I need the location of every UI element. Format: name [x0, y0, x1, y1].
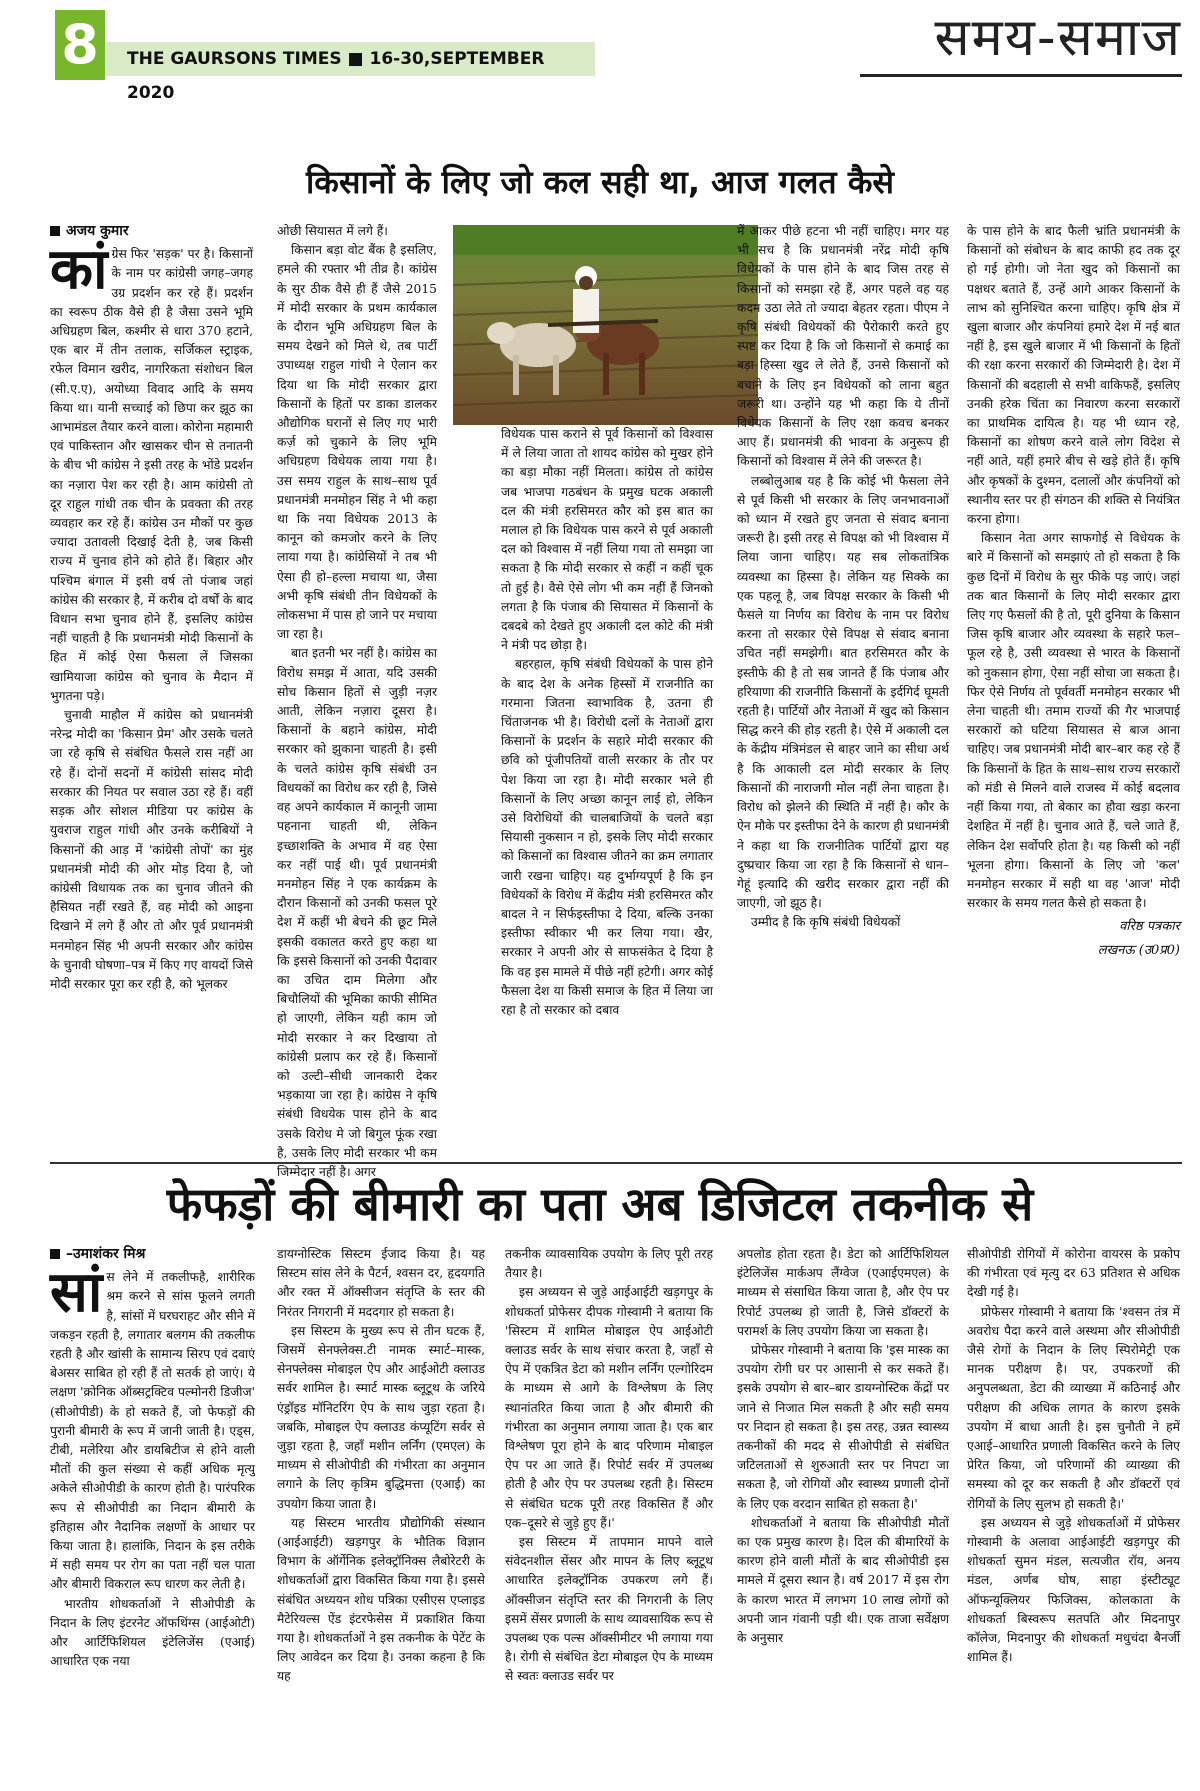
- article1-dropcap: कां: [50, 237, 108, 303]
- paragraph: बहरहाल, कृषि संबंधी विधेयकों के पास होने के बाद देश के अनेक हिस्सों में राजनीति का गरमाना जितना स्वाभाविक है, उतना ही चिंताजनक भी है। विरोधी दलों के नेताओं द्वारा किसानों के प्रदर्शन के सहारे मोदी सरकार की छवि को पूंजीपतियों वाली सरकार के तौर पर पेश किया जा रहा है। मोदी सरकार भले ही किसानों के लिए अच्छा कानून लाई हो, लेकिन उसे विरोधियों की चालबाजियों के चलते बड़ा सियासी नुकसान न हो, इसके लिए मोदी सरकार को किसानों का विश्वास जीतने का क्रम लगातार जारी रखना चाहिए। यह दुर्भाग्यपूर्ण है कि इन विधेयकों के विरोध में केंद्रीय मंत्री हरसिमरत कौर बादल ने न सिर्फइस्तीफा दे दिया, बल्कि उनका इस्तीफा स्वीकार भी कर लिया गया। खैर, सरकार ने अपनी ओर से साफसंकेत दे दिया है कि वह इस मामले में पीछे नहीं हटेगी। अगर कोई फैसला देश या किसी समाज के हित में लिया जा रहा है तो सरकार को दबाव: [501, 657, 713, 1018]
- paragraph: यह सिस्टम भारतीय प्रौद्योगिकी संस्थान (आईआईटी) खड़गपुर के भौतिक विज्ञान विभाग के ऑर्गेनिक इलेक्ट्रॉनिक्स लैबोरेटरी के शोधकर्ताओं द्वारा विकसित किया गया है। इससे संबंधित अध्ययन शोध पत्रिका एसीएस एप्लाइड मैटेरियल्स ऐंड इंटरफेसेस में प्रकाशित किया गया है। शोधकर्ताओं ने इस तकनीक के पेटेंट के लिए आवेदन कर दिया है। उनका कहना है कि यह: [277, 1515, 485, 1684]
- article1-column-2: [277, 222, 437, 1179]
- paragraph: चुनावी माहौल में कांग्रेस को प्रधानमंत्री नरेन्द्र मोदी का 'किसान प्रेम' और उसके चलते जा रहे कृषि से संबंधित फैसले रास नहीं आ रहे हैं। दोनों सदनों में कांग्रेसी सांसद मोदी सरकार की नियत पर सवाल उठा रहे हैं। वहीं सड़क और सोशल मीडिया पर कांग्रेस के युवराज राहुल गांधी और उनके करीबियों ने किसानों की आड़ में 'कांग्रेसी तोपों' का मुंह प्रधानमंत्री मोदी की ओर मोड़ दिया है, जो कांग्रेसी विधायक तक का चुनाव जीतने की हैसियत नहीं रखते हैं, वह मोदी को आइना दिखाने में लगे हैं और तो और पूर्व प्रधानमंत्री मनमोहन सिंह भी अपनी सरकार और कांग्रेस के चुनावी घोषणा–पत्र में किए गए वायदों जिसे मोदी सरकार पूरा कर रही है, को भूलकर: [50, 708, 253, 991]
- article1-column-3: [501, 425, 713, 1152]
- page-number: 8: [55, 10, 105, 80]
- bullet-square-icon: [50, 1249, 60, 1259]
- article1-byline: अजय कुमार: [50, 222, 253, 241]
- dateline: THE GAURSONS TIMES ■ 16-30,SEPTEMBER 2020: [105, 42, 595, 76]
- bullet-square-icon: [50, 226, 60, 236]
- article1-column-5: [967, 222, 1180, 1152]
- paragraph: में आकर पीछे हटना भी नहीं चाहिए। मगर यह भी सच है कि प्रधानमंत्री नरेंद्र मोदी कृषि विधेयकों के पास होने के बाद जिस तरह से किसानों को समझा रहे हैं, अगर पहले वह यह कदम उठा लेते तो ज्यादा बेहतर रहता। पीएम ने कृषि संबंधी विधेयकों की पैरोकारी करते हुए स्पष्ट कर दिया है कि जो किसानों से कमाई का बड़ा हिस्सा खुद ले लेते हैं, उनसे किसानों को बचाने के लिए इन विधेयकों को लाना बहुत जरूरी था। उन्होंने यह भी कहा कि ये तीनों विधेयक किसानों के लिए रक्षा कवच बनकर आए हैं। प्रधानमंत्री की भावना के अनुरूप ही किसानों को विश्वास में लेने की जरूरत है।: [737, 224, 949, 469]
- paragraph: के पास होने के बाद फैली भ्रांति प्रधानमंत्री के किसानों को संबोधन के बाद काफी हद तक दूर हो गई होगी। जो नेता खुद को किसानों का पक्षधर बताते हैं, उन्हें आगे आकर किसानों के लाभ को सुनिश्चित करना चाहिए। कृषि क्षेत्र में खुला बाजार और कंपनियां हमारे देश में नई बात नहीं है, इस खुले बाजार में भी किसानों के हितों की रक्षा करना सरकारों की जिम्मेदारी है। देश में किसानों की बदहाली से सभी वाकिफहैं, इसलिए उनकी हरेक चिंता का निवारण करना सरकारों का प्राथमिक दायित्व है। यह भी ध्यान रहे, किसानों का शोषण करने वाले लोग विदेश से नहीं आते, यहीं हमारे बीच से खड़े होते हैं। कृषि और कृषकों के दुश्मन, दलालों और कंपनियों को स्थानीय स्तर पर ही संगठन की शक्ति से नियंत्रित करना होगा।: [967, 224, 1180, 527]
- paragraph: लब्बोलुआब यह है कि कोई भी फैसला लेने से पूर्व किसी भी सरकार के लिए जनभावनाओं को ध्यान में रखते हुए जनता से संवाद बनाना जरूरी है। इसी तरह से विपक्ष को भी विश्वास में लिया जाना चाहिए। यह सब लोकतांत्रिक व्यवस्था का हिस्सा है। लेकिन यह सिक्के का एक पहलू है, जब विपक्ष सरकार के किसी भी फैसले या निर्णय का विरोध के नाम पर विरोध करना तो सरकार ऐसे विपक्ष से संवाद बनाना उचित नहीं समझेगी। बात हरसिमरत कौर के इस्तीफे की है तो सब जानते हैं कि पंजाब और हरियाणा की राजनीति किसानों के इर्दगिर्द घूमती रहती है। पार्टियों और नेताओं में खुद को किसान सिद्ध करने की होड़ रहती है। ऐसे में अकाली दल के केंद्रीय मंत्रिमंडल से बाहर जाने का सीधा अर्थ है कि आकाली दल मोदी सरकार के लिए किसानों की नाराजगी मोल नहीं लेना चाहता है। विरोध को झेलने की स्थिति में नहीं है। कौर के ऐन मौके पर इस्तीफा देने के कारण ही प्रधानमंत्री ने कहा था कि राजनीतिक पार्टियों द्वारा यह दुष्प्रचार किया जा रहा है कि किसानों से धान–गेहूं इत्यादि की खरीद सरकार द्वारा नहीं की जाएगी, जो झूठ है।: [737, 473, 949, 911]
- article2-column-2: [277, 1245, 485, 1785]
- paragraph: तकनीक व्यावसायिक उपयोग के लिए पूरी तरह तैयार है।: [505, 1247, 713, 1281]
- paragraph: प्रोफेसर गोस्वामी ने बताया कि 'इस मास्क का उपयोग रोगी घर पर आसानी से कर सकते हैं। इसके उपयोग से बार–बार डायग्नोस्टिक केंद्रों पर जाने से निजात मिल सकती है और सही समय पर निदान हो सकता है। इस तरह, उन्नत स्वास्थ्य तकनीकों की मदद से सीओपीडी से संबंधित जटिलताओं से शुरुआती स्तर पर निपटा जा सकता है, जो रोगियों और स्वास्थ्य प्रणाली दोनों के लिए एक वरदान साबित हो सकता है।': [737, 1343, 949, 1511]
- farmer-photo-illustration: [453, 225, 758, 425]
- paragraph: किसान बड़ा वोट बैंक है इसलिए, हमले की रफ्तार भी तीव्र है। कांग्रेस के सुर ठीक वैसे ही हैं जैसे 2015 में मोदी सरकार के प्रथम कार्यकाल के दौरान भूमि अधिग्रहण बिल के समय देखने को मिले थे, तब पार्टी उपाध्यक्ष राहुल गांधी ने ऐलान कर दिया था कि मोदी सरकार द्वारा किसानों के हितों पर डाका डालकर औद्योगिक घरानों से लिए गए भारी कर्ज़ को चुकाने के लिए भूमि अधिग्रहण विधेयक लाया गया है। उस समय राहुल के साथ–साथ पूर्व प्रधानमंत्री मनमोहन सिंह ने भी कहा था कि नया विधेयक 2013 के कानून को कमजोर करने के लिए लाया गया है। कांग्रेसियों ने तब भी ऐसा ही हो–हल्ला मचाया था, जैसा अभी कृषि संबंधी तीन विधेयकों के लोकसभा में पास हो जाने पर मचाया जा रहा है।: [277, 243, 437, 642]
- paragraph: स लेने में तकलीफहै, शारीरिक श्रम करने से सांस फूलने लगती है, सांसों में घरघराहट और सीने में जकड़न रहती है, लगातार बलगम की तकलीफ रहती है और खांसी के सामान्य सिरप एवं दवाएं बेअसर साबित हो रही हैं तो सतर्क हो जाएं। ये लक्षण 'क्रोनिक ऑब्सट्रक्टिव पल्मोनरी डिजीज' (सीओपीडी) के हो सकते हैं, जो फेफड़ों की पुरानी बीमारी के रूप में जानी जाती है। एड्स, टीबी, मलेरिया और डायबिटीज से होने वाली मौतों की कुल संख्या से कहीं अधिक मृत्यु अकेले सीओपीडी के कारण होती है। पारंपरिक रूप से सीओपीडी का निदान बीमारी के इतिहास और नैदानिक लक्षणों के आधार पर किया जाता है। हालांकि, निदान के इस तरीके में सही समय पर रोग का पता नहीं चल पाता और बीमारी विकराल रूप धारण कर लेती है।: [50, 1270, 255, 1592]
- paragraph: ओछी सियासत में लगे हैं।: [277, 224, 388, 238]
- article2-column-1: [50, 1245, 255, 1785]
- article2-column-4: [737, 1245, 949, 1785]
- article1-column-4: [737, 222, 949, 1152]
- article2-column-3: [505, 1245, 713, 1785]
- paragraph: उम्मीद है कि कृषि संबंधी विधेयकों: [751, 915, 901, 930]
- author-designation: वरिष्ठ पत्रकार: [1119, 919, 1180, 935]
- paragraph: भारतीय शोधकर्ताओं ने सीओपीडी के निदान के लिए इंटरनेट ऑफथिंग्स (आईओटी) और आर्टिफिशियल इंटेलिजेंस (एआई) आधारित एक नया: [50, 1596, 255, 1669]
- paragraph: अपलोड होता रहता है। डेटा को आर्टिफिशियल इंटेलिजेंस मार्कअप लैंग्वेज (एआईएमएल) के माध्यम से संसाधित किया जाता है, और ऐप पर रिपोर्ट उपलब्ध हो जाती है, जिसे डॉक्टरों के परामर्श के लिए उपयोग किया जा सकता है।: [737, 1247, 949, 1338]
- paragraph: सीओपीडी रोगियों में कोरोना वायरस के प्रकोप की गंभीरता एवं मृत्यु दर 63 प्रतिशत से अधिक देखी गई है।: [967, 1247, 1180, 1300]
- page-header: [0, 0, 1200, 103]
- article2-dropcap: सां: [50, 1260, 103, 1326]
- paragraph: प्रोफेसर गोस्वामी ने बताया कि 'श्वसन तंत्र में अवरोध पैदा करने वाले अस्थमा और सीओपीडी जैसे रोगों के निदान के लिए स्पिरोमेट्री एक मानक परीक्षण है। पर, उपकरणों की अनुपलब्धता, डेटा की व्याख्या में कठिनाई और परीक्षण की अधिक लागत के कारण इसके उपयोग में बाधा आती है। इस चुनौती ने हमें एआई–आधारित प्रणाली विकसित करने के लिए प्रेरित किया, जो परिणामों की व्याख्या की समस्या को दूर कर सकती है और डॉक्टरों एवं रोगियों के लिए सुलभ हो सकती है।': [967, 1304, 1180, 1511]
- farmer-ploughing-photo: [453, 225, 758, 425]
- article1-column-1: [50, 222, 253, 1152]
- paragraph: इस अध्ययन से जुड़े आईआईटी खड़गपुर के शोधकर्ता प्रोफेसर दीपक गोस्वामी ने बताया कि 'सिस्टम में शामिल मोबाइल ऐप आईओटी क्लाउड सर्वर के साथ संचार करता है, जहाँ से ऐप में एकत्रित डेटा को मशीन लर्निंग एल्गोरिदम के माध्यम से आगे के विश्लेषण के लिए स्थानांतरित किया जाता है और बीमारी की गंभीरता का अनुमान लगाया जाता है। एक बार विश्लेषण पूरा होने के बाद परिणाम मोबाइल ऐप पर आ जाते हैं। रिपोर्ट सर्वर में उपलब्ध होती है और ऐप पर उपलब्ध रहती है। सिस्टम से संबंधित घटक पूरी तरह विकसित हैं और एक–दूसरे से जुड़े हुए हैं।': [505, 1285, 713, 1530]
- author-location: लखनऊ (उ0प्र0): [1097, 942, 1180, 958]
- article1-headline: किसानों के लिए जो कल सही था, आज गलत कैसे: [305, 163, 895, 201]
- article2-column-5: [967, 1245, 1180, 1785]
- paragraph: डायग्नोस्टिक सिस्टम ईजाद किया है। यह सिस्टम सांस लेने के पैटर्न, श्वसन दर, हृदयगति और रक्त में ऑक्सीजन संतृप्ति के स्तर की निरंतर निगरानी में मददगार हो सकता है।: [277, 1247, 485, 1319]
- section-underline: [860, 74, 1182, 77]
- paragraph: इस सिस्टम के मुख्य रूप से तीन घटक हैं, जिसमें सेनफ्लेक्स.टी नामक स्मार्ट–मास्क, सेनफ्लेक्स मोबाइल ऐप और आईओटी क्लाउड सर्वर शामिल है। स्मार्ट मास्क ब्लूटूथ के जरिये एंड्रॉइड मॉनिटरिंग ऐप के साथ जुड़ा रहता है। जबकि, मोबाइल ऐप क्लाउड कंप्यूटिंग सर्वर से जुड़ा रहता है, जहाँ मशीन लर्निंग (एमएल) के माध्यम से सीओपीडी की गंभीरता का अनुमान लगाने के लिए कृत्रिम बुद्धिमत्ता (एआई) का उपयोग किया जाता है।: [277, 1323, 485, 1511]
- paragraph: ग्रेस फिर 'सड़क' पर है। किसानों के नाम पर कांग्रेसी जगह–जगह उग्र प्रदर्शन कर रहे हैं। प्रदर्शन का स्वरूप ठीक वैसे ही है जैसा उसने भूमि अधिग्रहण बिल, कश्मीर से धारा 370 हटाने, एक बार में तीन तलाक, सर्जिकल स्ट्राइक, रफेल विमान खरीद, नागरिकता संशोधन बिल (सी.ए.ए), अयोध्या विवाद आदि के समय किया था। यानी सच्चाई को छिपा कर झूठ का आभामंडल तैयार करने वाला। कोरोना महामारी एवं पाकिस्तान और खासकर चीन से तनातनी के बीच भी कांग्रेस ने इसी तरह के भोंडे प्रदर्शन का नज़ारा पेश कर रही है। आम कांग्रेसी तो दूर राहुल गांधी तक चीन के प्रवक्ता की तरह व्यवहार कर रहे हैं। कांग्रेस उन मौकों पर कुछ ज्यादा उतावली दिखाई देती है, जब किसी राज्य में चुनाव होने को होते हैं। बिहार और पश्चिम बंगाल में इसी वर्ष तो पंजाब जहां कांग्रेस की सरकार है, में करीब दो वर्षों के बाद विधान सभा चुनाव होने हैं, इसलिए कांग्रेस नहीं चाहती है कि प्रधानमंत्री मोदी किसानों के हित में कोई ऐसा फैसला लें जिसका खामियाजा कांग्रेस को चुनाव के मैदान में भुगतना पड़े।: [50, 247, 253, 703]
- paragraph: बात इतनी भर नहीं है। कांग्रेस का विरोध समझ में आता, यदि उसकी सोच किसान हितों से जुड़ी नज़र आती, लेकिन नज़ारा दूसरा है। किसानों के बहाने कांग्रेस, मोदी सरकार को झुकाना चाहती है। इसी के चलते कांग्रेस कृषि संबंधी उन विधयकों का विरोध कर रही है, जिसे वह अपने कार्यकाल में कानूनी जामा पहनाना चाहती थी, लेकिन इच्छाशक्ति के अभाव में वह ऐसा कर नहीं पाई थी। पूर्व प्रधानमंत्री मनमोहन सिंह ने एक कार्यक्रम के दौरान किसानों को उनकी फसल पूरे देश में कहीं भी बेचने की छूट मिले इसकी वकालत करते हुए कहा था कि इससे किसानों को उनकी पैदावार का उचित दाम मिलेगा और बिचौलियों की भूमिका काफी सीमित हो जाएगी, लेकिन यही काम जो मोदी सरकार ने कर दिखाया तो कांग्रेसी प्रलाप कर रहे हैं। किसानों को उल्टी–सीधी जानकारी देकर भड़काया जा रहा है। कांग्रेस ने कृषि संबंधी विधयेक पास होने के बाद उसके विरोध मे जो बिगुल फूंक रखा है, उसके लिए मोदी सरकार भी कम जिम्मेदार नहीं है। अगर: [277, 646, 437, 1179]
- paragraph: किसान नेता अगर साफगोई से विधेयक के बारे में किसानों को समझाएं तो हो सकता है कि कुछ दिनों में विरोध के सुर फीके पड़ जाएं। जहां तक बात किसानों के लिए मोदी सरकार द्वारा लिए गए फैसलों की है तो, पूरी दुनिया के किसान जिस कृषि बाजार और व्यवस्था के सहारे फल–फूल रहे है, उसी व्यवस्था से भारत के किसानों को नुकसान होगा, ऐसा नहीं सोचा जा सकता है। फिर ऐसे निर्णय तो पूर्ववर्ती मनमोहन सरकार भी लेना चाहती थी। तमाम राज्यों की गैर भाजपाई सरकारों को घटिया सियासत से बाज आना चाहिए। जब प्रधानमंत्री मोदी बार–बार कह रहे हैं कि किसानों के हित के साथ–साथ राज्य सरकारों को मंडी से मिलने वाले राजस्व में कोई बदलाव नहीं किया गया, तो बेकार का हौवा खड़ा करना देशहित में नहीं है। चुनाव आते हैं, चले जाते हैं, लेकिन देश सर्वोपरि होता है। यह किसी को नहीं भूलना होगा। किसानों के लिए जो 'कल' मनमोहन सरकार में सही था वह 'आज' मोदी सरकार के समय गलत कैसे हो सकता है।: [967, 531, 1180, 911]
- article2-byline: –उमाशंकर मिश्र: [50, 1245, 255, 1264]
- article2-headline: फेफड़ों की बीमारी का पता अब डिजिटल तकनीक से: [166, 1177, 1034, 1231]
- paragraph: इस अध्ययन से जुड़े शोधकर्ताओं में प्रोफेसर गोस्वामी के अलावा आईआईटी खड़गपुर की शोधकर्ता सुमन मंडल, सत्यजीत रॉय, अनय मंडल, अर्णब घोष, साहा इंस्टीट्यूट ऑफन्यूक्लियर फिजिक्स, कोलकाता के शोधकर्ता बिस्वरूप सतपति और मिदनापुर कॉलेज, मिदनापुर की शोधकर्ता मधुचंदा बैनर्जी शामिल हैं।: [967, 1515, 1180, 1665]
- paragraph: इस सिस्टम में तापमान मापने वाले संवेदनशील सेंसर और मापन के लिए ब्लूटूथ आधारित इलेक्ट्रॉनिक उपकरण लगे हैं। ऑक्सीजन संतृप्ति स्तर की निगरानी के लिए इसमें सेंसर प्रणाली के साथ व्यावसायिक रूप से उपलब्ध एक पल्स ऑक्सीमीटर भी लगाया गया है। रोगी से संबंधित डेटा मोबाइल ऐप के माध्यम से स्वतः क्लाउड सर्वर पर: [505, 1535, 713, 1684]
- article-divider: [50, 1162, 1182, 1164]
- section-title: समय-समाज: [934, 8, 1182, 68]
- paragraph: विधेयक पास कराने से पूर्व किसानों को विश्वास में ले लिया जाता तो शायद कांग्रेस को मुखर होने का बड़ा मौका नहीं मिलता। कांग्रेस तो कांग्रेस जब भाजपा गठबंधन के प्रमुख घटक अकाली दल की मंत्री हरसिमरत कौर को इस बात का मलाल हो कि विधेयक पास करने से पूर्व अकाली दल को विश्वास में नहीं लिया गया तो समझा जा सकता है कि मोदी सरकार से कहीं न कहीं चूक तो हुई है। वैसे ऐसे लोग भी कम नहीं हैं जिनको लगता है कि पंजाब की सियासत में किसानों के दबदबे को देखते हुए अकाली दल कोटे की मंत्री ने मंत्री पद छोड़ा है।: [501, 427, 713, 653]
- paragraph: शोधकर्ताओं ने बताया कि सीओपीडी मौतों का एक प्रमुख कारण है। दिल की बीमारियों के कारण होने वाली मौतों के बाद सीओपीडी इस मामले में दूसरा स्थान है। वर्ष 2017 में इस रोग के कारण भारत में लगभग 10 लाख लोगों को अपनी जान गंवानी पड़ी थी। एक ताजा सर्वेक्षण के अनुसार: [737, 1515, 949, 1646]
